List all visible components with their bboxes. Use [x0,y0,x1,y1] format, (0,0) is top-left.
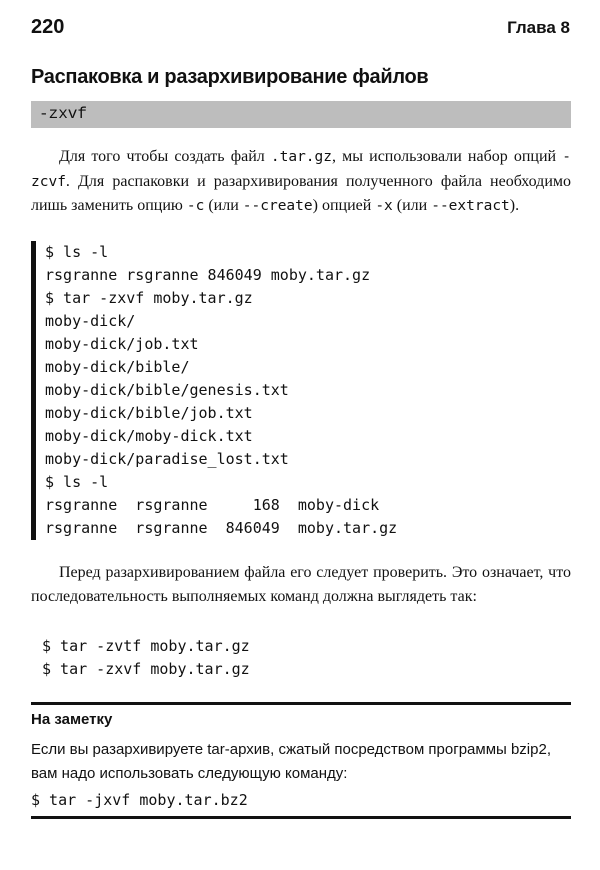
paragraph-intro [31,145,571,219]
para1-code-4: --create [242,198,313,214]
para1-text-3: . Для распаковки и разархивирования полученного файла необходимо лишь заменить опцию [31,172,571,214]
code-line: $ tar -zxvf moby.tar.gz [45,289,253,307]
code-line: rsgranne rsgranne 846049 moby.tar.gz [45,519,398,537]
option-bar-text: -zxvf [39,105,88,123]
code-line: moby-dick/bible/genesis.txt [45,381,289,399]
option-bar [31,101,571,128]
code-line: moby-dick/bible/ [45,358,190,376]
note-bottom-rule [31,816,571,819]
code-line: moby-dick/bible/job.txt [45,404,253,422]
para1-text-1: Для того чтобы создать файл [59,148,271,165]
code-line: $ ls -l [45,243,109,261]
para1-text-6: (или [392,197,432,214]
para1-text-4: (или [204,197,243,214]
paragraph-check [31,561,571,608]
command-line: $ tar -zxvf moby.tar.gz [42,660,250,678]
code-line: $ ls -l [45,473,109,491]
section-title: Распаковка и разархивирование файлов [31,66,429,88]
page-number: 220 [31,16,65,38]
para2-text: Перед разархивированием файла его следует проверить. Это означает, что последовательность выполняемых команд должна выглядеть так: [31,564,571,605]
para1-code-2: -zcvf [31,149,571,190]
note-command-line: $ tar -jxvf moby.tar.bz2 [31,791,248,809]
code-line: rsgranne rsgranne 846049 moby.tar.gz [45,266,371,284]
note-command [31,789,248,812]
note-title: На заметку [31,711,113,728]
para1-code-1: .tar.gz [270,149,332,165]
para1-text-5: ) опцией [312,197,376,214]
code-line: moby-dick/ [45,312,136,330]
note-top-rule [31,702,571,705]
code-listing [31,241,576,540]
para1-code-5: -x [375,198,393,214]
code-line: rsgranne rsgranne 168 moby-dick [45,496,380,514]
chapter-label: Глава 8 [507,18,570,37]
note-body: Если вы разархивируете tar-архив, сжатый посредством программы bzip2, вам надо использовать следующую команду: [31,741,551,782]
para1-text-7: ). [509,197,520,214]
para1-text-2: , мы использовали набор опций [331,148,563,165]
note-text [31,738,571,786]
para1-code-3: -c [186,198,205,214]
code-line: moby-dick/job.txt [45,335,199,353]
para1-code-6: --extract [431,198,510,214]
command-line: $ tar -zvtf moby.tar.gz [42,637,250,655]
code-line: moby-dick/paradise_lost.txt [45,450,289,468]
command-listing [42,635,250,681]
code-line: moby-dick/moby-dick.txt [45,427,253,445]
